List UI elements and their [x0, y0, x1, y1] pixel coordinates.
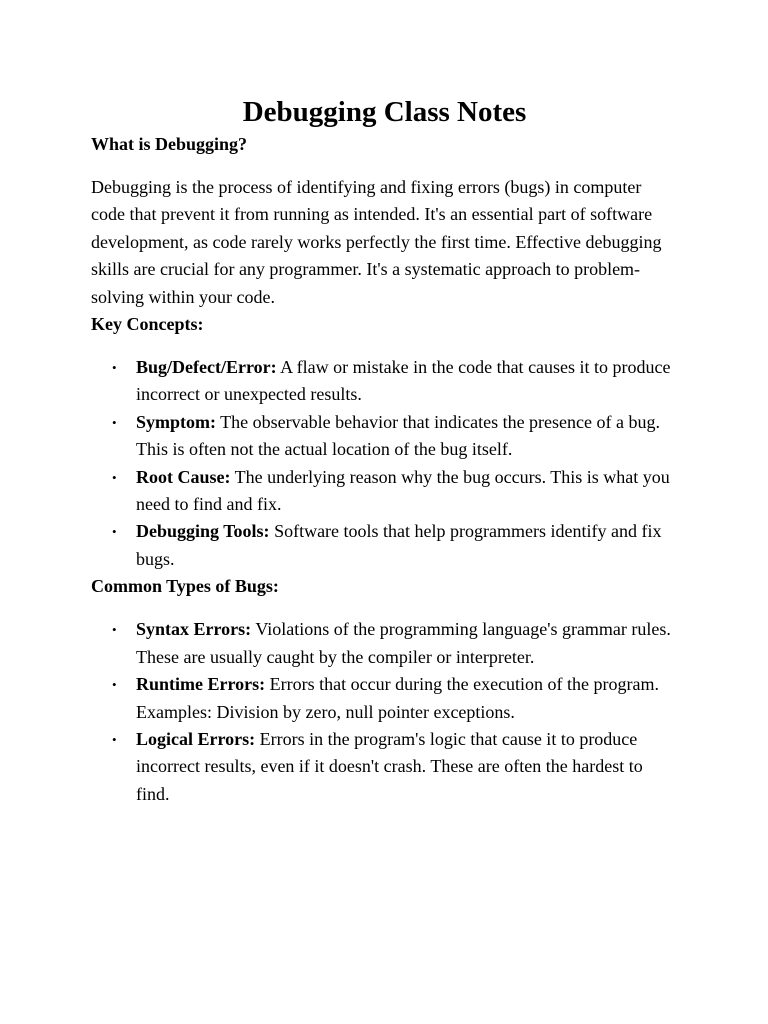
- bullet-icon: •: [112, 524, 117, 540]
- document-title: Debugging Class Notes: [242, 96, 527, 128]
- list-item: [112, 671, 678, 726]
- bug-type-description: Violations of the programming language's grammar rules. These are usually caught by the compiler or interpreter.: [136, 619, 671, 667]
- bullet-icon: •: [112, 414, 117, 430]
- key-concepts-list: [91, 354, 678, 573]
- list-item: [112, 616, 678, 671]
- concept-description: The observable behavior that indicates the presence of a bug. This is often not the actual location of the bug itself.: [136, 411, 660, 460]
- list-item: [112, 409, 678, 464]
- bug-type-description: Errors in the program's logic that cause it to produce incorrect results, even if it doesn't crash. These are often the hardest to find.: [136, 728, 643, 804]
- bug-type-term: Runtime Errors:: [136, 674, 266, 695]
- bullet-icon: •: [112, 677, 117, 693]
- concept-description: Software tools that help programmers identify and fix bugs.: [136, 521, 662, 569]
- bug-types-list: [91, 616, 678, 808]
- concept-term: Bug/Defect/Error:: [136, 357, 277, 378]
- section-heading-key-concepts: Key Concepts:: [91, 314, 204, 335]
- definition-paragraph: Debugging is the process of identifying and fixing errors (bugs) in computer code that prevent it from running as intended. It's an essential part of software development, as code rarely works perfectly the first time. Effective debugging skills are crucial for any programmer. It's a systematic approach to problem-solving within your code.: [91, 177, 662, 307]
- bug-type-term: Logical Errors:: [136, 728, 256, 749]
- concept-description: A flaw or mistake in the code that causes it to produce incorrect or unexpected results.: [136, 357, 671, 405]
- section-heading-what-is-debugging: What is Debugging?: [91, 134, 248, 154]
- concept-term: Debugging Tools:: [136, 521, 270, 542]
- concept-term: Symptom:: [136, 411, 216, 432]
- bug-type-term: Syntax Errors:: [136, 619, 252, 640]
- list-item: [112, 354, 678, 409]
- list-item: [112, 726, 678, 808]
- bullet-icon: •: [112, 469, 117, 485]
- concept-term: Root Cause:: [136, 466, 231, 487]
- list-item: [112, 464, 678, 519]
- section-heading-common-types: Common Types of Bugs:: [91, 576, 279, 597]
- bullet-icon: •: [112, 360, 117, 376]
- list-item: [112, 518, 678, 573]
- bullet-icon: •: [112, 622, 117, 638]
- bug-type-description: Errors that occur during the execution of the program. Examples: Division by zero, null pointer exceptions.: [136, 674, 660, 722]
- bullet-icon: •: [112, 731, 117, 747]
- concept-description: The underlying reason why the bug occurs. This is what you need to find and fix.: [136, 466, 670, 515]
